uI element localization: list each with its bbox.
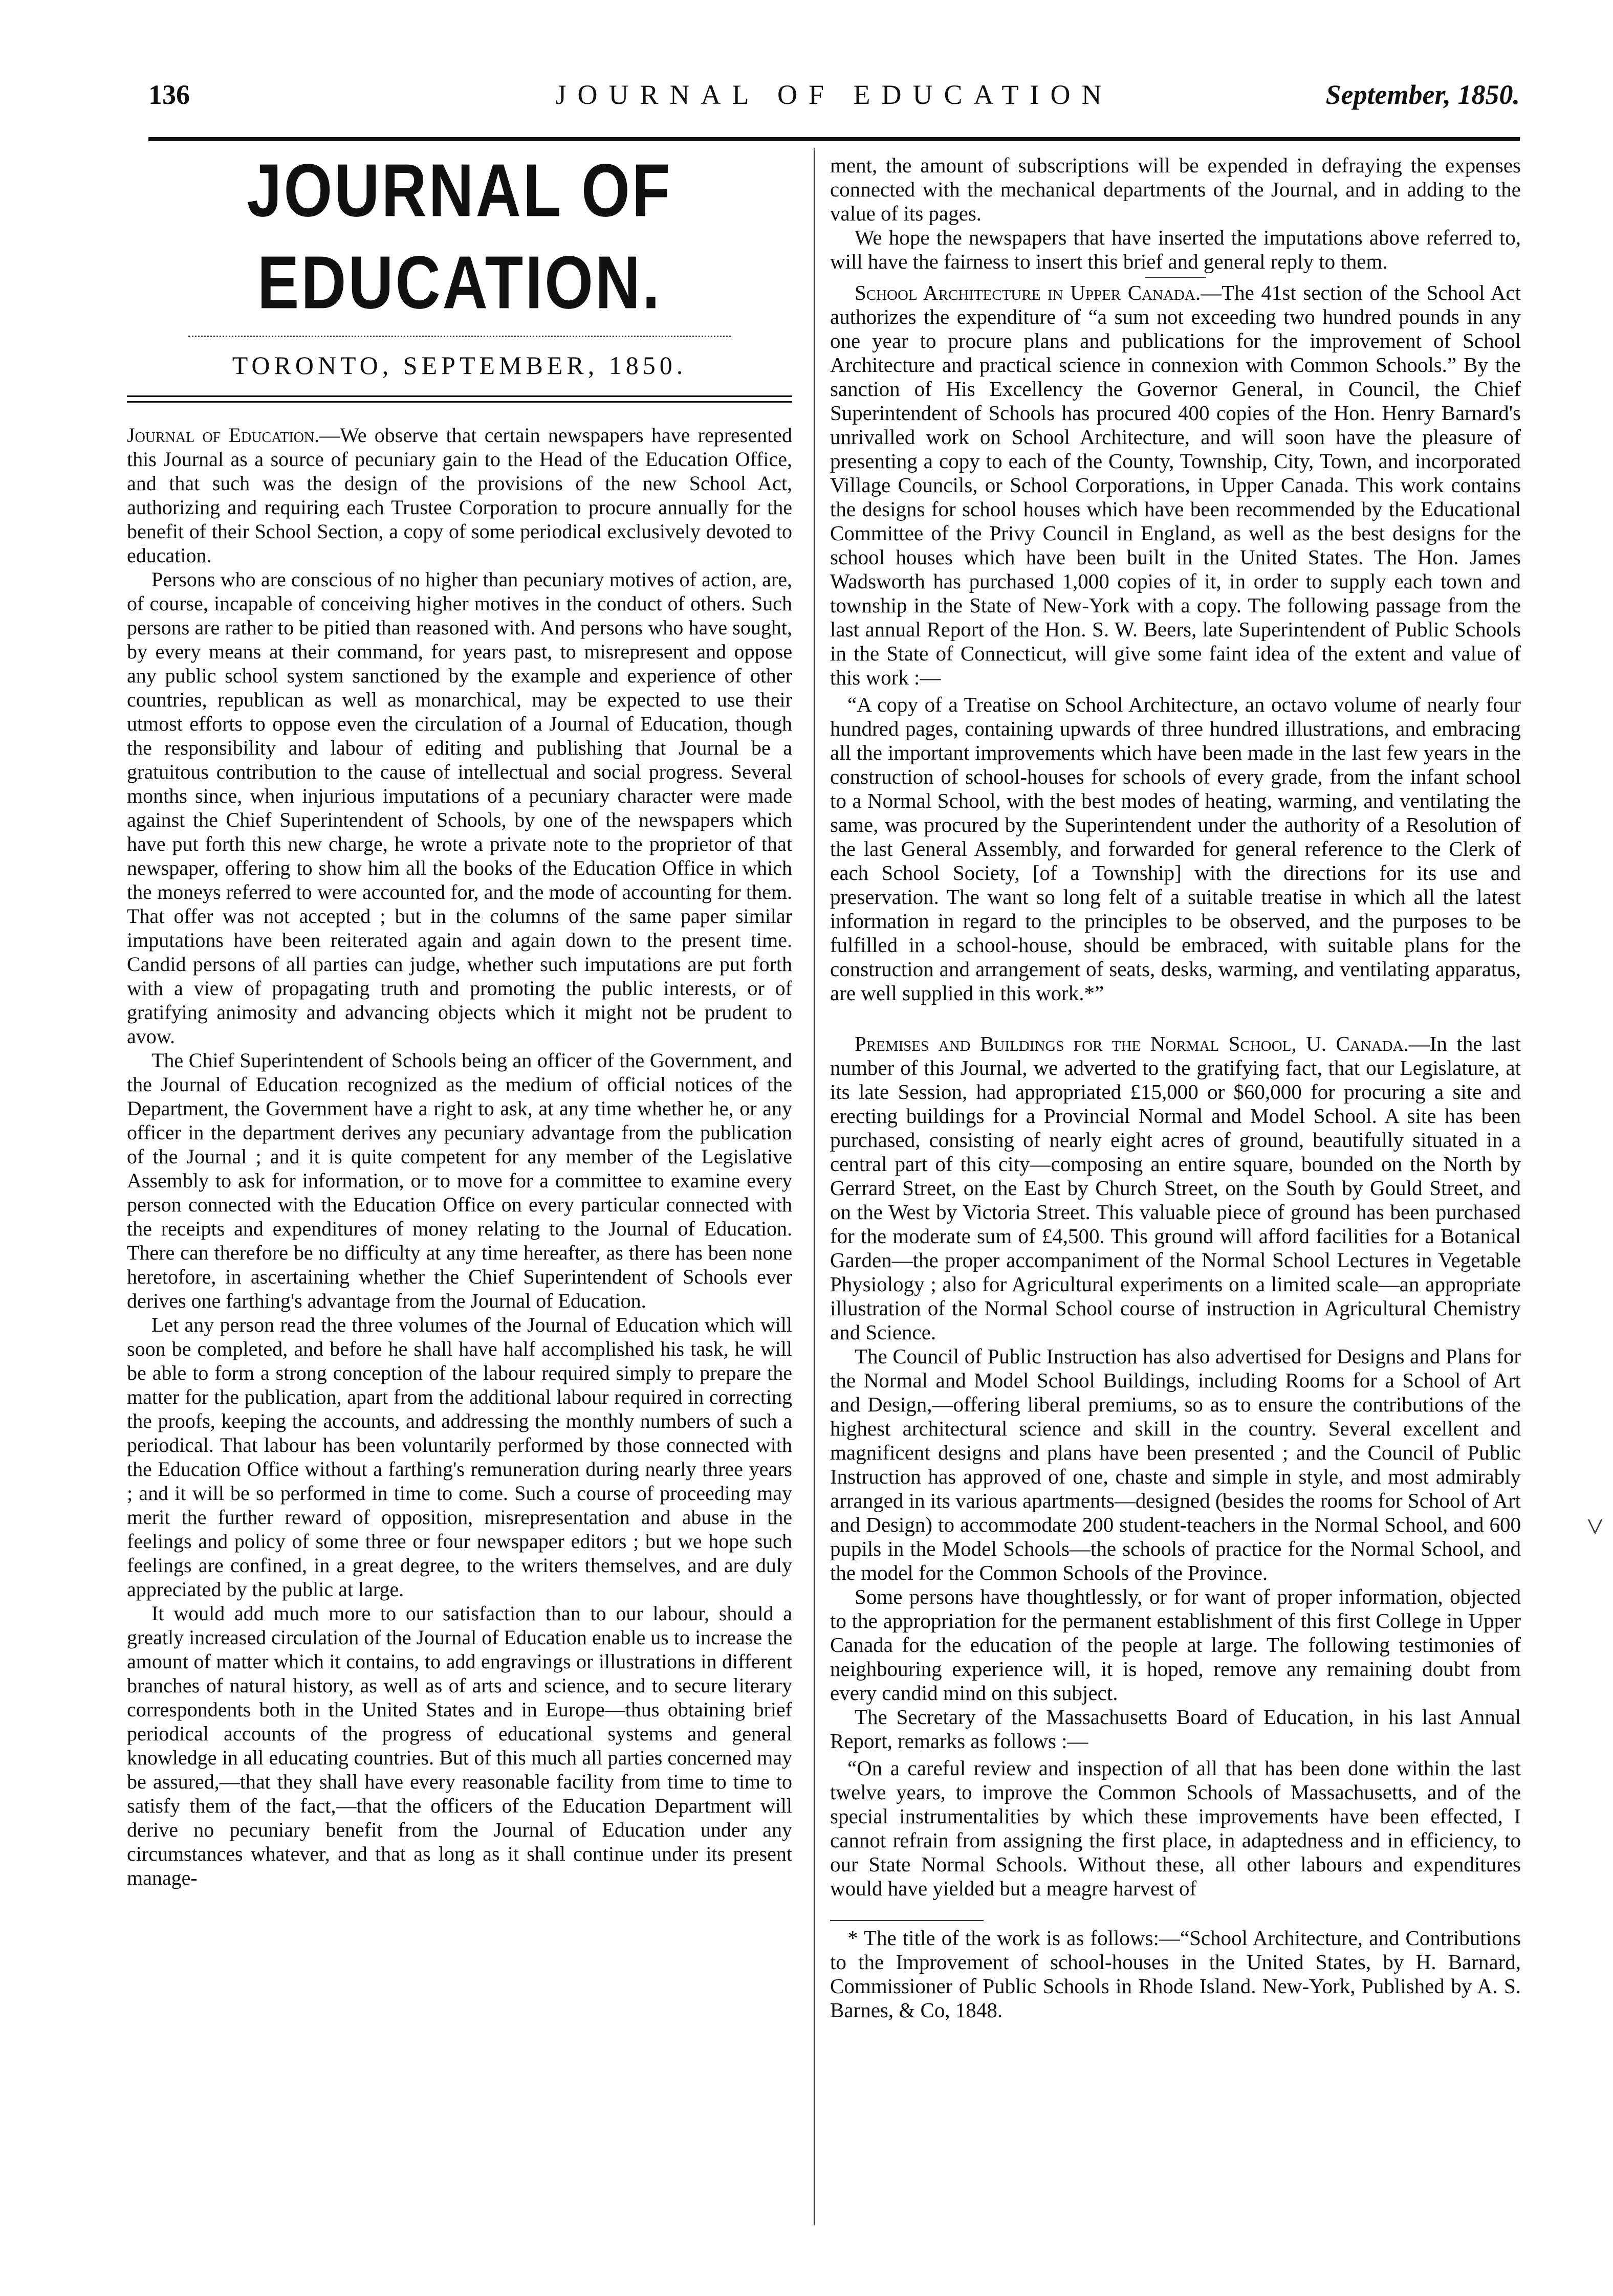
article-normal-school-p2: The Council of Public Instruction has also advertised for Designs and Plans for the Normal and Model School Buildings, including Rooms for a School of Art and Design,—offering liberal premiums, so as to ensure the contributions of the highest architectural science and skill in the country. Several excellent and magnificent designs and plans have been presented ; and the Council of Public Instruction has approved of one, chaste and simple in style, and most admirably arranged in its various apartments—designed (besides the rooms for School of Art and Design) to accommodate 200 student-teachers in the Normal School, and 600 pupils in the Model Schools—the schools of practice for the Normal School, and the model for the Common Schools of the Province. [830,1344,1521,1584]
article-normal-school-p1 [830,1032,1521,1344]
running-title: JOURNAL OF EDUCATION [555,79,1113,110]
block-quote-beers: “A copy of a Treatise on School Architecture, an octavo volume of nearly four hundred pages, containing upwards of three hundred illustrations, and embracing all the important improvements which have been made in the last few years in the construction of school-houses for schools of every grade, from the infant school to a Normal School, with the best modes of heating, warming, and ventilating the same, was procured by the Superintendent under the authority of a Resolution of the last General Assembly, and forwarded for general reference to the Clerk of each School Society, [of a Township] with the directions for its use and preservation. The want so long felt of a suitable treatise in which all the latest information in regard to the principles to be observed, and the purposes to be fulfilled in a school-house, should be embraced, with suitable plans for the construction and arrangement of seats, desks, warming, and ventilating apparatus, are well supplied in this work.*” [830,693,1521,1005]
issue-date: September, 1850. [1325,79,1520,110]
article-lead-normal-school: Premises and Buildings for the Normal School, U. Canada. [855,1032,1409,1055]
article-architecture-p1 [830,281,1521,690]
left-column [127,153,792,2292]
article-journal-p1 [127,423,792,567]
column-divider [814,148,815,2225]
dateline: TORONTO, SEPTEMBER, 1850. [232,351,687,380]
article-journal-continued: ment, the amount of subscriptions will be expended in defraying the expenses connected with the mechanical departments of the Journal, and in adding to the value of its pages. [830,153,1521,225]
footnote: * The title of the work is as follows:—“School Architecture, and Contributions to the Improvement of school-houses in the United States, by H. Barnard, Commissioner of Public Schools in Rhode Island. New-York, Published by A. S. Barnes, & Co, 1848. [830,1926,1521,2022]
page-number: 136 [148,79,190,110]
running-header [148,72,1520,118]
article-journal-p4: Let any person read the three volumes of the Journal of Education which will soon be completed, and before he shall have half accomplished his task, he will be able to form a strong conception of the labour required simply to prepare the matter for the publication, apart from the additional labour required in correcting the proofs, keeping the accounts, and addressing the monthly numbers of such a periodical. That labour has been voluntarily performed by those connected with the Education Office without a farthing's remuneration during nearly three years ; and it will be so performed in time to come. Such a course of proceeding may merit the further reward of opposition, misrepresentation and abuse in the feelings and policy of some three or four newspaper editors ; but we hope such feelings are confined, in a great degree, to the writers themselves, and are duly appreciated by the public at large. [127,1313,792,1601]
article-normal-school-p4: The Secretary of the Massachusetts Board of Education, in his last Annual Report, remarks as follows :— [830,1705,1521,1753]
paragraph-text: —The 41st section of the School Act authorizes the expenditure of “a sum not exceeding two hundred pounds in any one year to procure plans and publications for the improvement of School Architecture and practical science in connexion with Common Schools.” By the sanction of His Excellency the Governor General, in Council, the Chief Superintendent of Schools has procured 400 copies of the Hon. Henry Barnard's unrivalled work on School Architecture, and will soon have the pleasure of presenting a copy to each of the County, Township, City, Town, and incorporated Village Councils, or School Corporations, in Upper Canada. This work contains the designs for school houses which have been recommended by the Educational Committee of the Privy Council in England, as well as the best designs for the school houses which have been built in the United States. The Hon. James Wadsworth has purchased 1,000 copies of it, in order to supply each town and township in the State of New-York with a copy. The following passage from the last annual Report of the Hon. S. W. Beers, late Superintendent of Public Schools in the State of Connecticut, will give some faint idea of the extent and value of this work :— [830,281,1521,689]
article-journal-p2: Persons who are conscious of no higher than pecuniary motives of action, are, of course, incapable of conceiving higher motives in the conduct of others. Such persons are rather to be pitied than reasoned with. And persons who have sought, by every means at their command, for years past, to misrepresent and oppose any public school system sanctioned by the example and experience of other countries, republican as well as monarchical, may be expected to use their utmost efforts to oppose even the circulation of a Journal of Education, though the responsibility and labour of editing and publishing that Journal be a gratuitous contribution to the cause of intellectual and social progress. Several months since, when injurious imputations of a pecuniary character were made against the Chief Superintendent of Schools, by one of the newspapers which have put forth this new charge, he wrote a private note to the proprietor of that newspaper, offering to show him all the books of the Education Office in which the moneys referred to were accounted for, and the mode of accounting for them. That offer was not accepted ; but in the columns of the same paper similar imputations have been reiterated again and again down to the present time. Candid persons of all parties can judge, whether such imputations are put forth with a view of propagating truth and promoting the public interests, or of gratifying animosity and advancing objects which it might not be prudent to avow. [127,568,792,1048]
article-journal-p5: It would add much more to our satisfaction than to our labour, should a greatly increased circulation of the Journal of Education enable us to increase the amount of matter which it contains, to add engravings or illustrations in different branches of natural history, as well as of arts and science, and to secure literary correspondents both in the United States and in Europe—thus obtaining brief periodical accounts of the progress of educational systems and general knowledge in all educating countries. But of this much all parties concerned may be assured,—that they shall have every reasonable facility from time to time to satisfy them of the fact,—that the officers of the Education Department will derive no pecuniary benefit from the Journal of Education under any circumstances whatever, and that as long as it shall continue under its present manage- [127,1602,792,1889]
block-quote-massachusetts: “On a careful review and inspection of all that has been done within the last twelve years, to improve the Common Schools of Massachusetts, and of the special instrumentalities by which these improvements have been effected, I cannot refrain from assigning the first place, in adaptedness and in efficiency, to our State Normal Schools. Without these, all other labours and expenditures would have yielded but a meagre harvest of [830,1756,1521,1900]
paragraph-text: —In the last number of this Journal, we adverted to the gratifying fact, that our Legislature, at its late Session, had appropriated £15,000 or $60,000 for procuring a site and erecting buildings for a Provincial Normal and Model School. A site has been purchased, consisting of nearly eight acres of ground, beautifully situated in a central part of this city—composing an entire square, bounded on the North by Gerrard Street, on the East by Church Street, on the South by Gould Street, and on the West by Victoria Street. This valuable piece of ground has been purchased for the moderate sum of £4,500. This ground will afford facilities for a Botanical Garden—the proper accompaniment of the Normal School Lectures in Vegetable Physiology ; also for Agricultural experiments on a limited scale—an appropriate illustration of the Normal School course of instruction in Agricultural Chemistry and Science. [830,1032,1521,1344]
section-separator [1145,277,1206,278]
article-lead-journal: Journal of Education. [127,424,320,447]
scan-edge-mark: ˅ [1586,1510,1604,1543]
footnote-rule [830,1920,984,1921]
header-rule [148,137,1520,141]
paragraph-text: —We observe that certain newspapers have represented this Journal as a source of pecuniary gain to the Head of the Education Office, and that such was the design of the provisions of the new School Act, authorizing and requiring each Trustee Corporation to procure annually for the benefit of their School Section, a copy of some periodical exclusively devoted to education. [127,424,792,567]
article-normal-school-p3: Some persons have thoughtlessly, or for want of proper information, objected to the appropriation for the permanent establishment of this first College in Upper Canada for the education of the people at large. The following testimonies of neighbouring experience will, it is hoped, remove any remaining doubt from every candid mind on this subject. [830,1585,1521,1705]
section-gap [830,1011,1521,1032]
article-journal-p3: The Chief Superintendent of Schools being an officer of the Government, and the Journal of Education recognized as the medium of official notices of the Department, the Government have a right to ask, at any time whether he, or any officer in the department derives any pecuniary advantage from the publication of the Journal ; and it is quite competent for any member of the Legislative Assembly to ask for information, or to move for a committee to examine every person connected with the Education Office on every particular connected with the receipts and expenditures of money relating to the Journal of Education. There can therefore be no difficulty at any time hereafter, as there has been none heretofore, in ascertaining whether the Chief Superintendent of Schools ever derives one farthing's advantage from the Journal of Education. [127,1049,792,1312]
article-lead-architecture: School Architecture in Upper Canada. [855,281,1201,304]
article-journal-close: We hope the newspapers that have inserted the imputations above referred to, will have the fairness to insert this brief and general reply to them. [830,226,1521,273]
right-column [830,153,1521,2292]
masthead-title: JOURNAL OF EDUCATION. [247,153,672,324]
masthead-rule [127,395,792,403]
